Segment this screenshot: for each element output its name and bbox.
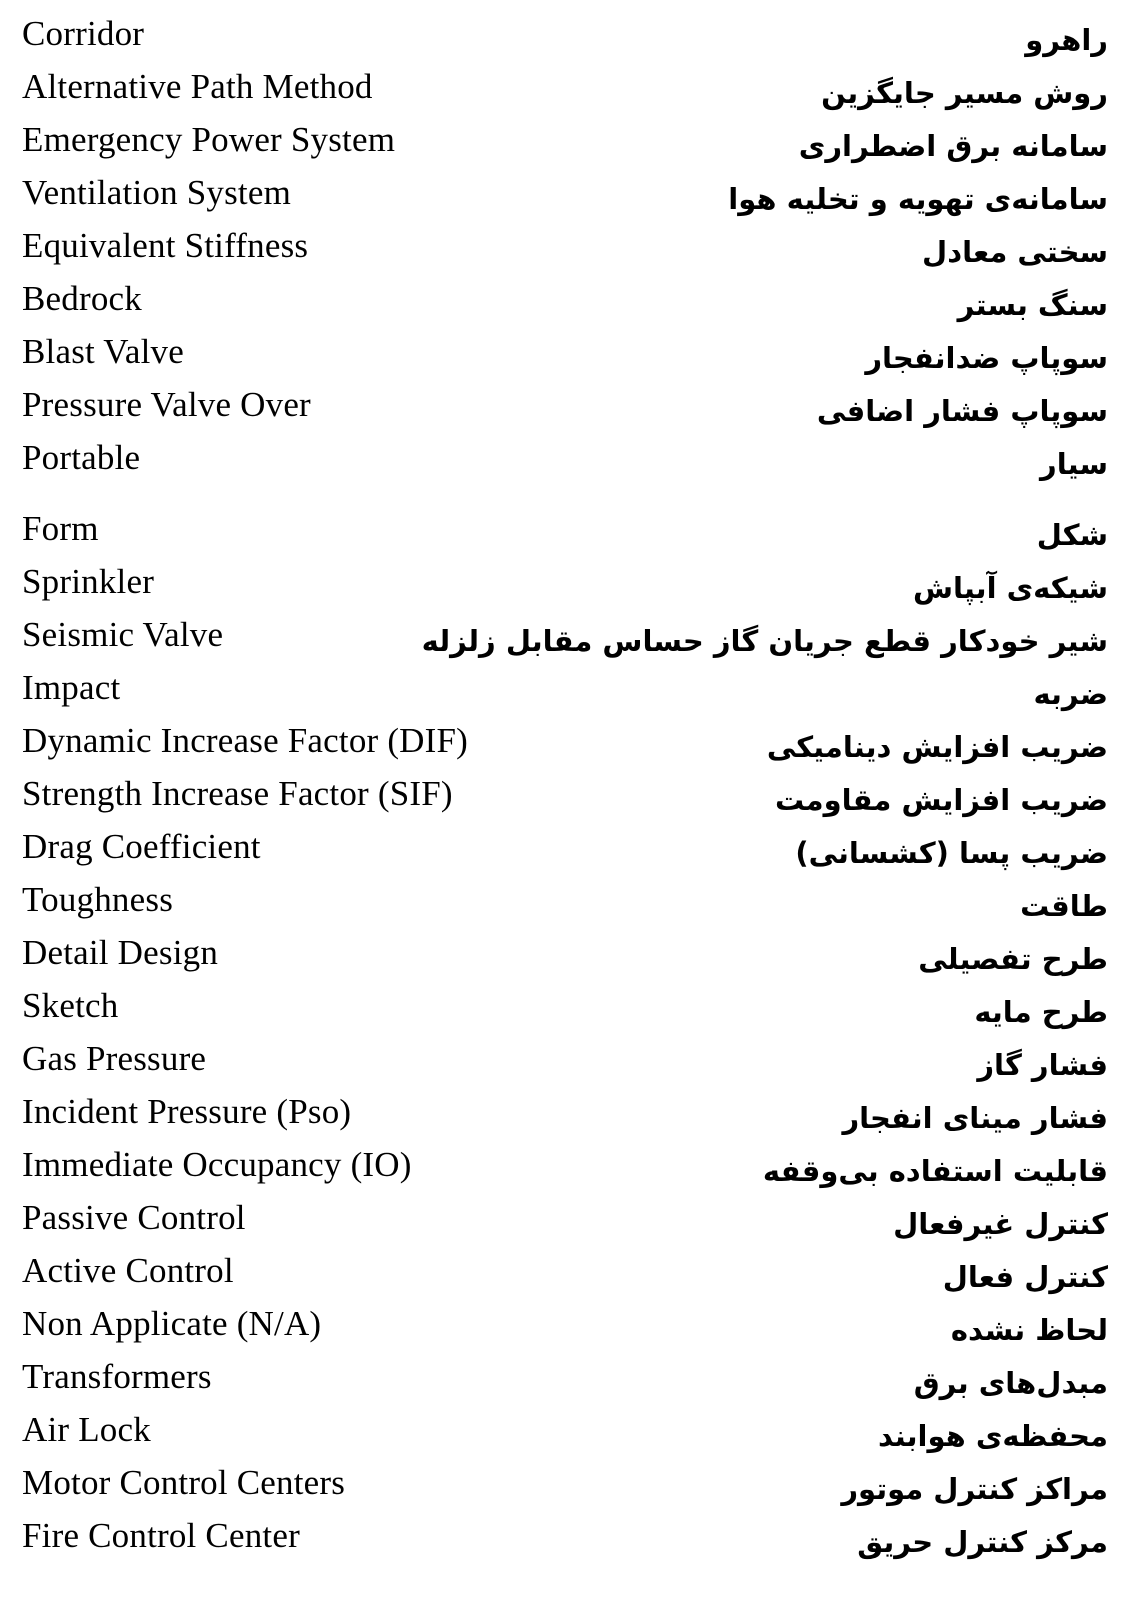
english-term: Corridor	[22, 14, 145, 53]
english-term: Detail Design	[22, 933, 219, 972]
persian-term: راهرو	[1025, 23, 1108, 57]
glossary-row	[0, 171, 1132, 225]
glossary-row	[0, 436, 1132, 490]
english-term: Air Lock	[22, 1410, 151, 1449]
english-term: Seismic Valve	[22, 615, 224, 654]
glossary-row	[0, 330, 1132, 384]
glossary-row	[0, 1302, 1132, 1356]
persian-term: فشار گاز	[977, 1048, 1108, 1082]
english-term: Emergency Power System	[22, 120, 396, 159]
english-term: Immediate Occupancy (IO)	[22, 1145, 412, 1184]
persian-term: شیکه‌ی آبپاش	[912, 571, 1108, 605]
glossary-row	[0, 1249, 1132, 1303]
persian-term: روش مسیر جایگزین	[821, 76, 1108, 110]
glossary-row	[0, 1514, 1132, 1568]
english-term: Pressure Valve Over	[22, 385, 311, 424]
persian-term: ضربه	[1033, 677, 1108, 711]
persian-term: سنگ بستر	[957, 288, 1108, 322]
glossary-row	[0, 878, 1132, 932]
english-term: Passive Control	[22, 1198, 246, 1237]
glossary-row	[0, 507, 1132, 561]
persian-term: شیر خودکار قطع جریان گاز حساس مقابل زلزله	[421, 624, 1108, 658]
glossary-row	[0, 12, 1132, 66]
glossary-row	[0, 984, 1132, 1038]
glossary-row	[0, 383, 1132, 437]
persian-term: سوپاپ فشار اضافی	[816, 394, 1108, 428]
persian-term: محفظه‌ی هوابند	[878, 1419, 1108, 1453]
english-term: Sketch	[22, 986, 119, 1025]
persian-term: طاقت	[1020, 889, 1108, 923]
persian-term: ضریب پسا (کشسانی)	[795, 836, 1108, 870]
glossary-row	[0, 666, 1132, 720]
english-term: Active Control	[22, 1251, 234, 1290]
english-term: Dynamic Increase Factor (DIF)	[22, 721, 469, 760]
persian-term: کنترل غیرفعال	[893, 1207, 1108, 1241]
english-term: Alternative Path Method	[22, 67, 373, 106]
glossary-row	[0, 224, 1132, 278]
persian-term: سامانه‌ی تهویه و تخلیه هوا	[728, 182, 1108, 216]
glossary-row	[0, 1408, 1132, 1462]
glossary-row	[0, 118, 1132, 172]
english-term: Toughness	[22, 880, 174, 919]
glossary-row	[0, 65, 1132, 119]
english-term: Fire Control Center	[22, 1516, 300, 1555]
english-term: Bedrock	[22, 279, 142, 318]
glossary-row	[0, 1461, 1132, 1515]
english-term: Portable	[22, 438, 141, 477]
persian-term: مبدل‌های برق	[913, 1366, 1108, 1400]
persian-term: مراکز کنترل موتور	[841, 1472, 1108, 1506]
glossary-row	[0, 825, 1132, 879]
persian-term: ضریب افزایش مقاومت	[774, 783, 1108, 817]
persian-term: قابلیت استفاده بی‌وقفه	[762, 1154, 1108, 1188]
persian-term: سامانه برق اضطراری	[798, 129, 1108, 163]
persian-term: طرح مایه	[974, 995, 1108, 1029]
persian-term: کنترل فعال	[942, 1260, 1108, 1294]
glossary-row	[0, 1196, 1132, 1250]
english-term: Incident Pressure (Pso)	[22, 1092, 352, 1131]
english-term: Equivalent Stiffness	[22, 226, 309, 265]
glossary-row	[0, 1090, 1132, 1144]
persian-term: شکل	[1036, 518, 1108, 552]
english-term: Gas Pressure	[22, 1039, 207, 1078]
glossary-row	[0, 277, 1132, 331]
glossary-row	[0, 772, 1132, 826]
glossary-row	[0, 1143, 1132, 1197]
persian-term: سختی معادل	[922, 235, 1108, 269]
persian-term: طرح تفصیلی	[918, 942, 1108, 976]
glossary-row	[0, 1355, 1132, 1409]
english-term: Non Applicate (N/A)	[22, 1304, 322, 1343]
persian-term: سوپاپ ضدانفجار	[865, 341, 1108, 375]
glossary-row	[0, 613, 1132, 667]
persian-term: سیار	[1040, 447, 1108, 481]
english-term: Ventilation System	[22, 173, 292, 212]
english-term: Motor Control Centers	[22, 1463, 346, 1502]
english-term: Strength Increase Factor (SIF)	[22, 774, 453, 813]
english-term: Sprinkler	[22, 562, 155, 601]
english-term: Transformers	[22, 1357, 212, 1396]
persian-term: ضریب افزایش دینامیکی	[766, 730, 1108, 764]
persian-term: مرکز کنترل حریق	[857, 1525, 1108, 1559]
english-term: Drag Coefficient	[22, 827, 261, 866]
english-term: Form	[22, 509, 99, 548]
glossary-row	[0, 560, 1132, 614]
english-term: Blast Valve	[22, 332, 184, 371]
glossary-row	[0, 1037, 1132, 1091]
english-term: Impact	[22, 668, 121, 707]
persian-term: فشار مینای انفجار	[842, 1101, 1108, 1135]
glossary-row	[0, 931, 1132, 985]
glossary-row	[0, 719, 1132, 773]
persian-term: لحاظ نشده	[950, 1313, 1108, 1347]
